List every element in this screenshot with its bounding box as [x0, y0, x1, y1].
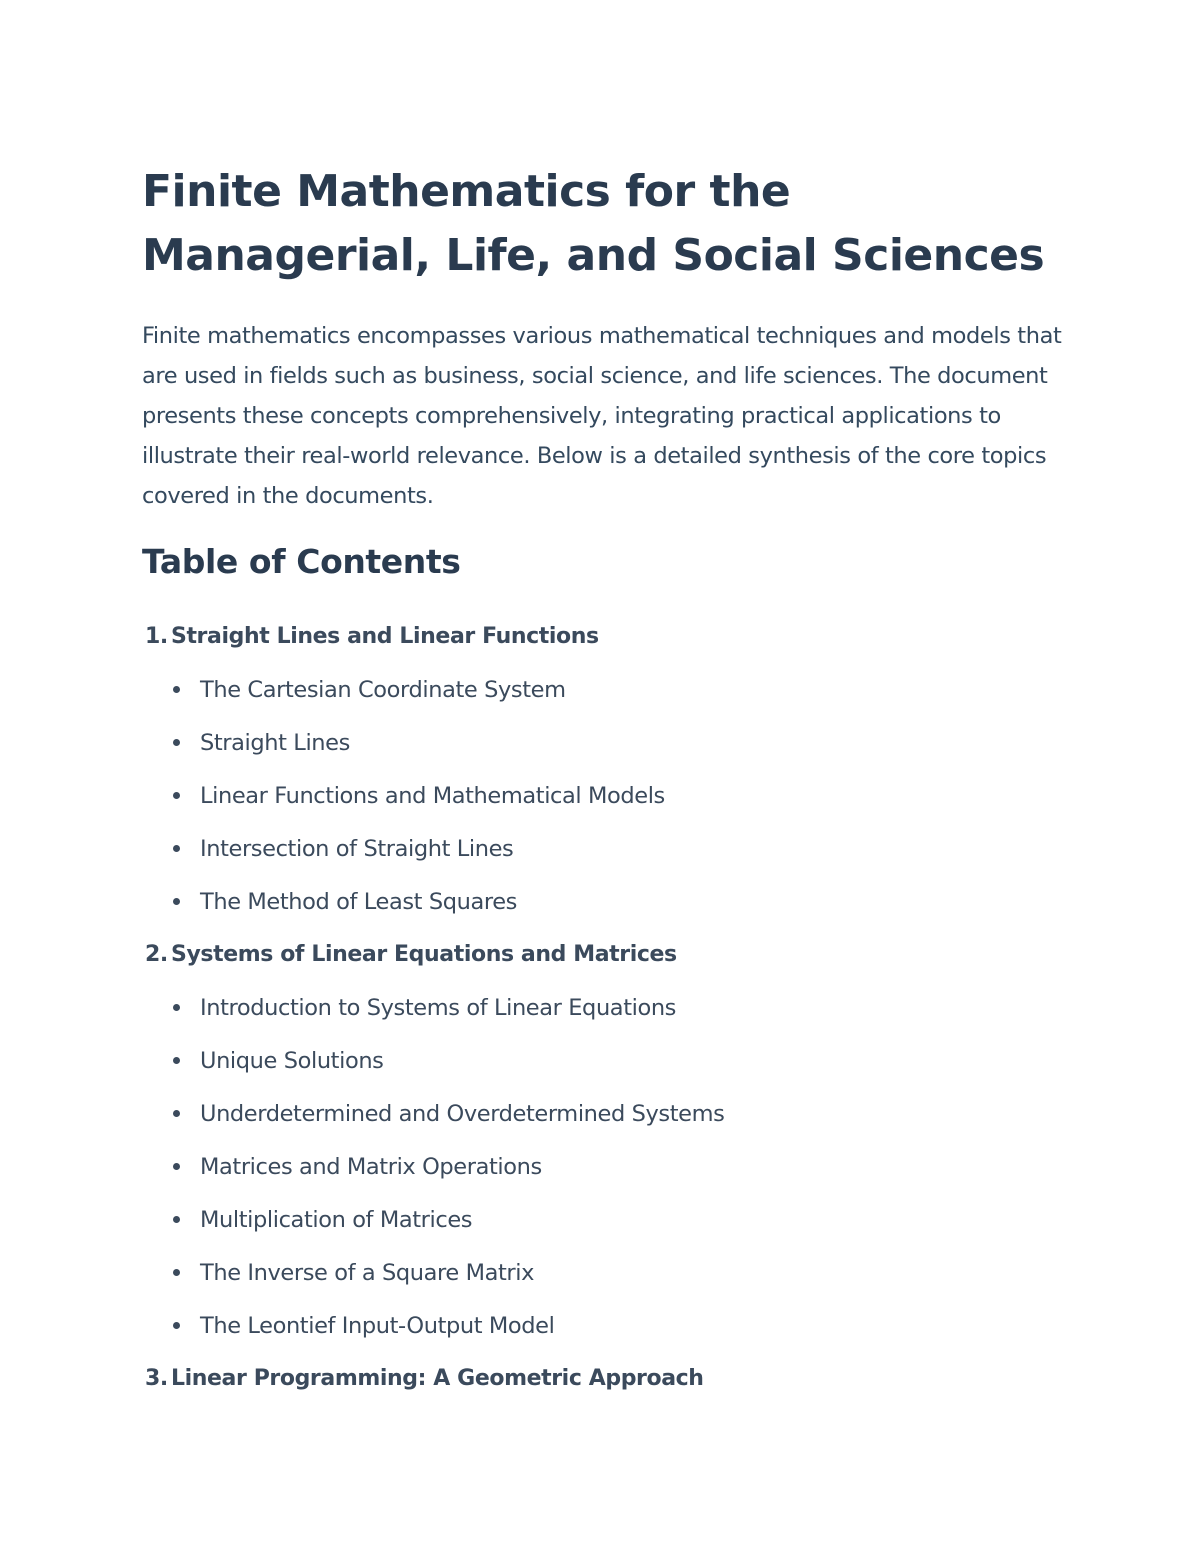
toc-item [142, 663, 1072, 716]
toc-item [142, 1034, 1072, 1087]
toc-item [142, 1246, 1072, 1299]
toc-item-label: The Cartesian Coordinate System [200, 676, 566, 703]
toc-sublist [142, 981, 1072, 1352]
toc-item-label: Linear Functions and Mathematical Models [200, 782, 665, 809]
section-title: Linear Programming: A Geometric Approach [171, 1366, 704, 1391]
bullet-icon [173, 898, 180, 905]
toc-item-label: Unique Solutions [200, 1047, 384, 1074]
intro-paragraph: Finite mathematics encompasses various mathematical techniques and models that are used in fields such as business, social science, and life sciences. The document presents these concepts comprehensively, integrating practical applications to illustrate their real-world relevance. Below is a detailed synthesis of the core topics covered in the documents. [142, 323, 1062, 509]
toc-section-header [142, 610, 1072, 663]
table-of-contents [142, 610, 1072, 1405]
bullet-icon [173, 1216, 180, 1223]
toc-item-label: Matrices and Matrix Operations [200, 1153, 542, 1180]
toc-item [142, 1193, 1072, 1246]
bullet-icon [173, 1163, 180, 1170]
toc-section-3 [142, 1352, 1072, 1405]
toc-section-2 [142, 928, 1072, 1352]
toc-item [142, 1299, 1072, 1352]
toc-section-header [142, 1352, 1072, 1405]
section-number: 3. [145, 1366, 168, 1391]
toc-item [142, 1087, 1072, 1140]
bullet-icon [173, 792, 180, 799]
bullet-icon [173, 845, 180, 852]
bullet-icon [173, 1057, 180, 1064]
section-number: 1. [145, 624, 168, 649]
toc-item-label: The Leontief Input-Output Model [200, 1312, 555, 1339]
bullet-icon [173, 686, 180, 693]
bullet-icon [173, 1110, 180, 1117]
toc-item [142, 1140, 1072, 1193]
toc-item [142, 716, 1072, 769]
document-page [142, 160, 1072, 1405]
toc-item-label: Introduction to Systems of Linear Equations [200, 994, 677, 1021]
document-title: Finite Mathematics for the Managerial, Life, and Social Sciences [142, 166, 1045, 281]
section-number: 2. [145, 942, 168, 967]
section-title: Systems of Linear Equations and Matrices [171, 942, 677, 967]
toc-item [142, 822, 1072, 875]
section-title: Straight Lines and Linear Functions [171, 624, 599, 649]
bullet-icon [173, 1004, 180, 1011]
toc-item-label: Straight Lines [200, 729, 350, 756]
toc-item-label: Intersection of Straight Lines [200, 835, 514, 862]
bullet-icon [173, 1269, 180, 1276]
toc-item-label: Underdetermined and Overdetermined Systems [200, 1100, 725, 1127]
bullet-icon [173, 739, 180, 746]
toc-item [142, 769, 1072, 822]
toc-section-1 [142, 610, 1072, 928]
toc-item-label: The Inverse of a Square Matrix [200, 1259, 535, 1286]
toc-section-header [142, 928, 1072, 981]
bullet-icon [173, 1322, 180, 1329]
toc-item [142, 981, 1072, 1034]
toc-item [142, 875, 1072, 928]
toc-item-label: The Method of Least Squares [200, 888, 517, 915]
toc-item-label: Multiplication of Matrices [200, 1206, 473, 1233]
toc-heading: Table of Contents [142, 542, 461, 581]
toc-sublist [142, 663, 1072, 928]
